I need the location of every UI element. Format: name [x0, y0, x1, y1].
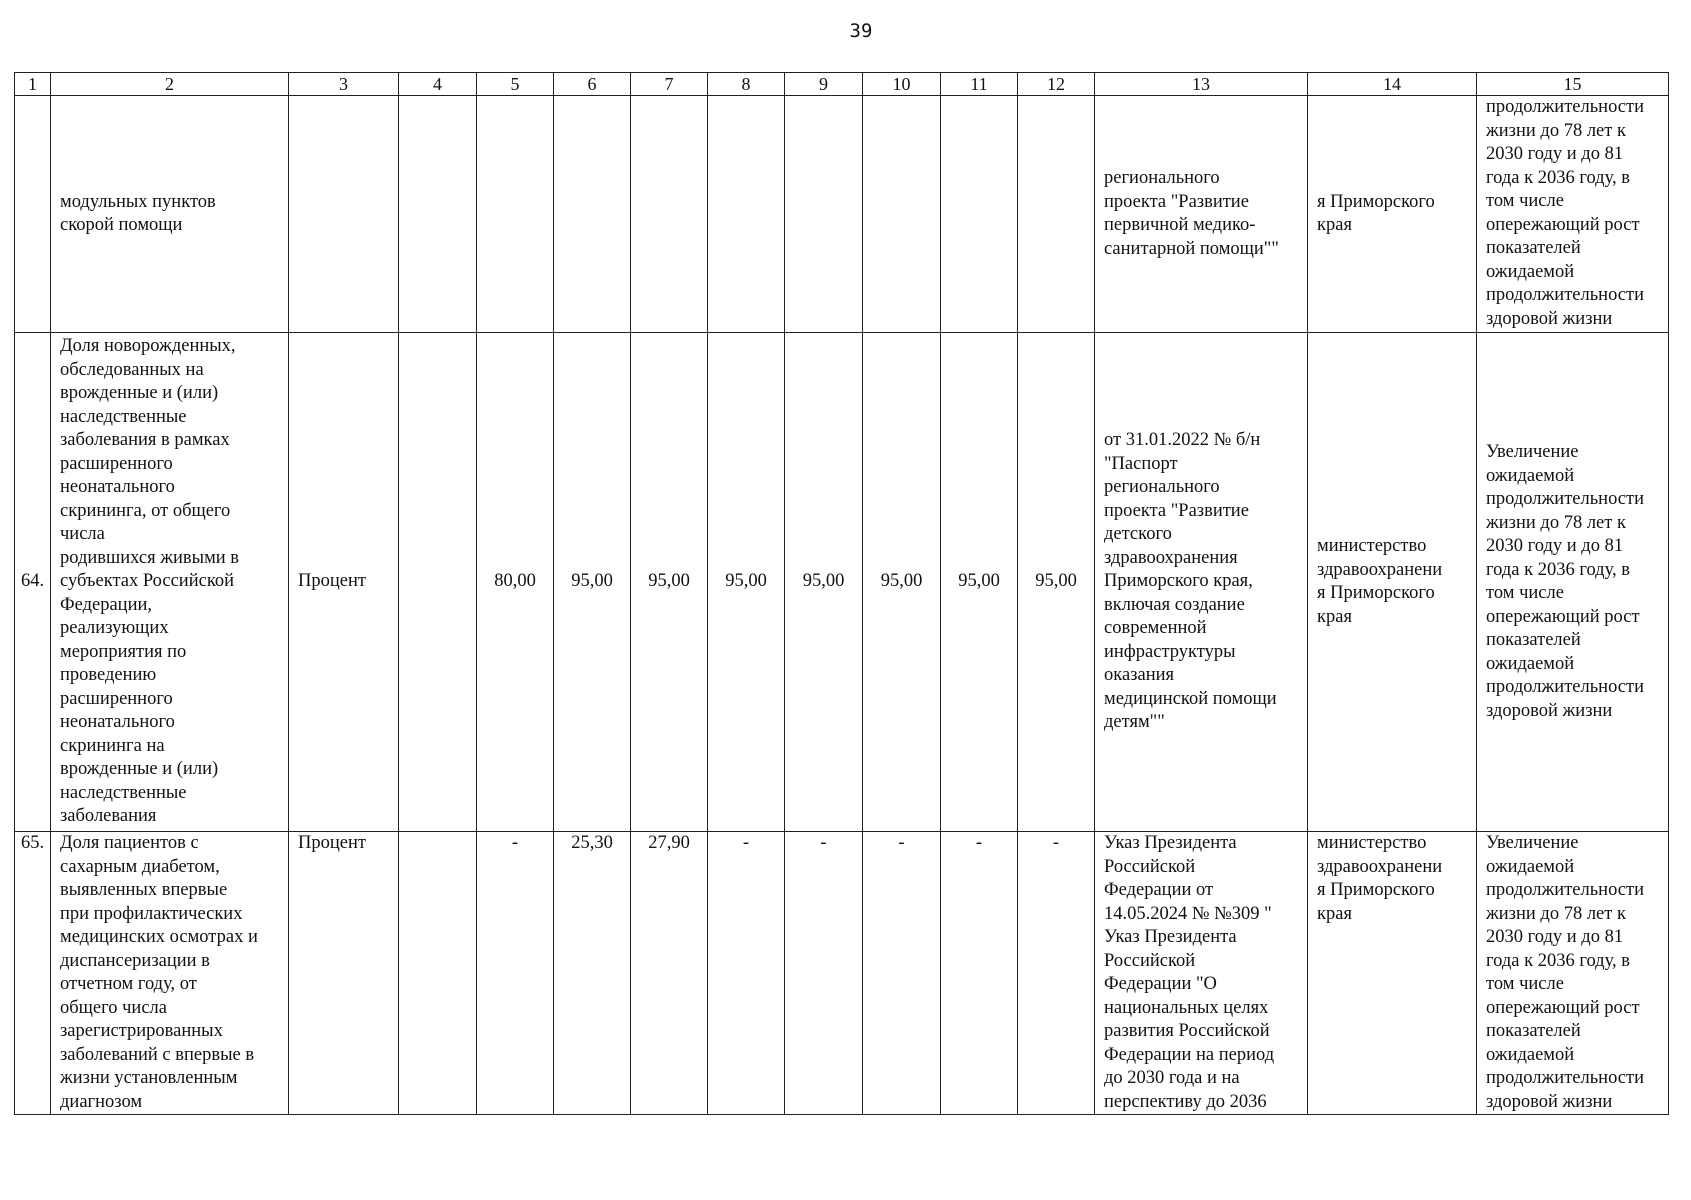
responsible-body: министерство здравоохранени я Приморского края	[1308, 832, 1477, 1115]
value-cell	[941, 96, 1018, 333]
column-header: 4	[399, 73, 477, 96]
table-row	[15, 333, 1669, 832]
indicators-table	[14, 72, 1669, 1115]
value-cell: 95,00	[1018, 333, 1095, 832]
value-cell: -	[863, 832, 941, 1115]
value-cell	[1018, 96, 1095, 333]
responsible-body: министерство здравоохранени я Приморского края	[1308, 333, 1477, 832]
national-goal: Увеличение ожидаемой продолжительности жизни до 78 лет к 2030 году и до 81 года к 2036 году, в том числе опережающий рост показателей ожидаемой продолжительности здоровой жизни	[1477, 832, 1669, 1115]
value-cell	[399, 333, 477, 832]
column-header: 2	[51, 73, 289, 96]
value-cell: 95,00	[863, 333, 941, 832]
column-header: 7	[631, 73, 708, 96]
value-cell: -	[785, 832, 863, 1115]
column-header: 11	[941, 73, 1018, 96]
column-header: 8	[708, 73, 785, 96]
column-header: 13	[1095, 73, 1308, 96]
unit: Процент	[289, 832, 399, 1115]
indicator-name: модульных пунктов скорой помощи	[51, 96, 289, 333]
value-cell	[785, 96, 863, 333]
value-cell: 95,00	[785, 333, 863, 832]
row-number	[15, 96, 51, 333]
value-cell: 25,30	[554, 832, 631, 1115]
table-header-row	[15, 73, 1669, 96]
indicator-name: Доля новорожденных, обследованных на врожденные и (или) наследственные заболевания в рамках расширенного неонатального скрининга, от общего числа родившихся живыми в субъектах Российской Федерации, реализующих мероприятия по проведению расширенного неонатального скрининга на врожденные и (или) наследственные заболевания	[51, 333, 289, 832]
value-cell: -	[941, 832, 1018, 1115]
column-header: 14	[1308, 73, 1477, 96]
value-cell	[399, 96, 477, 333]
column-header: 15	[1477, 73, 1669, 96]
value-cell: -	[1018, 832, 1095, 1115]
column-header: 12	[1018, 73, 1095, 96]
value-cell	[477, 96, 554, 333]
table-row	[15, 96, 1669, 333]
unit: Процент	[289, 333, 399, 832]
value-cell: -	[477, 832, 554, 1115]
value-cell	[399, 832, 477, 1115]
unit	[289, 96, 399, 333]
value-cell: 27,90	[631, 832, 708, 1115]
column-header: 10	[863, 73, 941, 96]
basis-document: регионального проекта "Развитие первичной медико- санитарной помощи""	[1095, 96, 1308, 333]
value-cell	[863, 96, 941, 333]
value-cell: 95,00	[554, 333, 631, 832]
basis-document: от 31.01.2022 № б/н "Паспорт регионального проекта "Развитие детского здравоохранения Приморского края, включая создание современной инфраструктуры оказания медицинской помощи детям""	[1095, 333, 1308, 832]
page-number: 39	[849, 20, 873, 42]
column-header: 5	[477, 73, 554, 96]
value-cell	[631, 96, 708, 333]
column-header: 6	[554, 73, 631, 96]
value-cell: 95,00	[708, 333, 785, 832]
value-cell	[708, 96, 785, 333]
responsible-body: я Приморского края	[1308, 96, 1477, 333]
column-header: 9	[785, 73, 863, 96]
column-header: 1	[15, 73, 51, 96]
national-goal: Увеличение ожидаемой продолжительности жизни до 78 лет к 2030 году и до 81 года к 2036 году, в том числе опережающий рост показателей ожидаемой продолжительности здоровой жизни	[1477, 333, 1669, 832]
table-row	[15, 832, 1669, 1115]
value-cell: 80,00	[477, 333, 554, 832]
column-header: 3	[289, 73, 399, 96]
value-cell: 95,00	[941, 333, 1018, 832]
indicator-name: Доля пациентов с сахарным диабетом, выявленных впервые при профилактических медицинских осмотрах и диспансеризации в отчетном году, от общего числа зарегистрированных заболеваний с впервые в жизни установленным диагнозом	[51, 832, 289, 1115]
value-cell	[554, 96, 631, 333]
row-number: 64.	[15, 333, 51, 832]
value-cell: -	[708, 832, 785, 1115]
national-goal: продолжительности жизни до 78 лет к 2030 году и до 81 года к 2036 году, в том числе опережающий рост показателей ожидаемой продолжительности здоровой жизни	[1477, 96, 1669, 333]
value-cell: 95,00	[631, 333, 708, 832]
basis-document: Указ Президента Российской Федерации от 14.05.2024 № №309 " Указ Президента Российской Федерации "О национальных целях развития Российской Федерации на период до 2030 года и на перспективу до 2036	[1095, 832, 1308, 1115]
row-number: 65.	[15, 832, 51, 1115]
